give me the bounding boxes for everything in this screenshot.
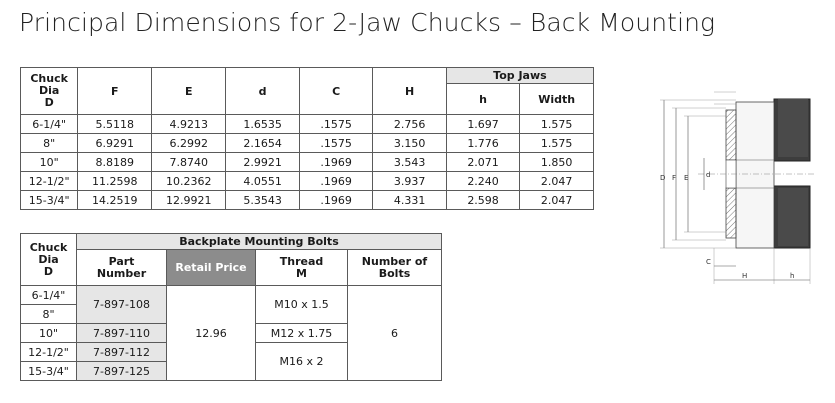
- label-E: E: [684, 174, 689, 182]
- top-jaws-header: Top Jaws: [446, 68, 593, 84]
- backplate-bolts-header: Backplate Mounting Bolts: [77, 234, 442, 250]
- cell: 2.240: [446, 172, 519, 191]
- cell: 2.047: [520, 172, 594, 191]
- cell: 12-1/2": [21, 343, 77, 362]
- col-header-d: d: [226, 68, 300, 115]
- dimensions-table: [20, 67, 594, 210]
- number-of-bolts-header: Number of Bolts: [348, 250, 442, 286]
- cell: 2.047: [520, 191, 594, 210]
- retail-price-header: Retail Price: [167, 250, 256, 286]
- table-row: [21, 191, 594, 210]
- part-number-header: Part Number: [77, 250, 167, 286]
- cell: 8": [21, 134, 78, 153]
- cell: 1.6535: [226, 115, 300, 134]
- cell: 6-1/4": [21, 286, 77, 305]
- label-H: H: [742, 272, 748, 280]
- col-header-C: C: [299, 68, 372, 115]
- top-jaw-lower-face: [778, 188, 808, 246]
- backplate-lower: [726, 188, 736, 238]
- cell: 11.2598: [78, 172, 152, 191]
- cell: 1.697: [446, 115, 519, 134]
- cell: 6.2992: [152, 134, 226, 153]
- cell: 7.8740: [152, 153, 226, 172]
- cell: 3.150: [373, 134, 446, 153]
- part-number-cell: 7-897-125: [77, 362, 167, 381]
- number-of-bolts-cell: 6: [348, 286, 442, 381]
- thread-cell: M12 x 1.75: [256, 324, 348, 343]
- cell: .1575: [299, 115, 372, 134]
- label-C: C: [706, 258, 711, 266]
- cell: 5.5118: [78, 115, 152, 134]
- cell: 2.756: [373, 115, 446, 134]
- table-row: [21, 172, 594, 191]
- cell: 15-3/4": [21, 362, 77, 381]
- cell: .1969: [299, 191, 372, 210]
- cell: 1.776: [446, 134, 519, 153]
- col-header-h: h: [446, 84, 519, 115]
- label-h: h: [790, 272, 795, 280]
- label-D: D: [660, 174, 666, 182]
- cell: 1.575: [520, 134, 594, 153]
- cell: 10.2362: [152, 172, 226, 191]
- col-header-F: F: [78, 68, 152, 115]
- table-row: [21, 115, 594, 134]
- cell: 2.1654: [226, 134, 300, 153]
- cell: 2.071: [446, 153, 519, 172]
- cell: 4.9213: [152, 115, 226, 134]
- cell: 1.575: [520, 115, 594, 134]
- page-title: Principal Dimensions for 2-Jaw Chucks – Back Mounting: [19, 8, 716, 37]
- col-header-H: H: [373, 68, 446, 115]
- table-row: [21, 153, 594, 172]
- label-F: F: [672, 174, 677, 182]
- backplate-upper: [726, 110, 736, 160]
- part-number-cell: 7-897-112: [77, 343, 167, 362]
- thread-cell: M16 x 2: [256, 343, 348, 381]
- part-number-cell: 7-897-110: [77, 324, 167, 343]
- chuck-dia-header: Chuck Dia D: [21, 68, 78, 115]
- thread-header: Thread M: [256, 250, 348, 286]
- chuck-body: [736, 102, 774, 248]
- table-row: [21, 134, 594, 153]
- cell: 6-1/4": [21, 115, 78, 134]
- cell: .1969: [299, 172, 372, 191]
- cell: 6.9291: [78, 134, 152, 153]
- cell: 8.8189: [78, 153, 152, 172]
- cell: 10": [21, 324, 77, 343]
- bolts-table: [20, 233, 442, 381]
- cell: 5.3543: [226, 191, 300, 210]
- cell: 15-3/4": [21, 191, 78, 210]
- cell: 4.0551: [226, 172, 300, 191]
- cell: 10": [21, 153, 78, 172]
- part-number-cell: 7-897-108: [77, 286, 167, 324]
- cell: .1575: [299, 134, 372, 153]
- cell: 4.331: [373, 191, 446, 210]
- cell: 3.543: [373, 153, 446, 172]
- cell: 12-1/2": [21, 172, 78, 191]
- cell: 2.9921: [226, 153, 300, 172]
- cell: 8": [21, 305, 77, 324]
- cell: 2.598: [446, 191, 519, 210]
- top-jaw-upper-face: [778, 99, 808, 157]
- cell: 1.850: [520, 153, 594, 172]
- col-header-E: E: [152, 68, 226, 115]
- col-header-width: Width: [520, 84, 594, 115]
- thread-cell: M10 x 1.5: [256, 286, 348, 324]
- chuck-dia-header: Chuck Dia D: [21, 234, 77, 286]
- table-row: [21, 286, 442, 305]
- retail-price-cell: 12.96: [167, 286, 256, 381]
- label-d: d: [706, 171, 711, 179]
- cell: 3.937: [373, 172, 446, 191]
- cell: 14.2519: [78, 191, 152, 210]
- cell: .1969: [299, 153, 372, 172]
- chuck-dimension-diagram: [648, 88, 816, 288]
- cell: 12.9921: [152, 191, 226, 210]
